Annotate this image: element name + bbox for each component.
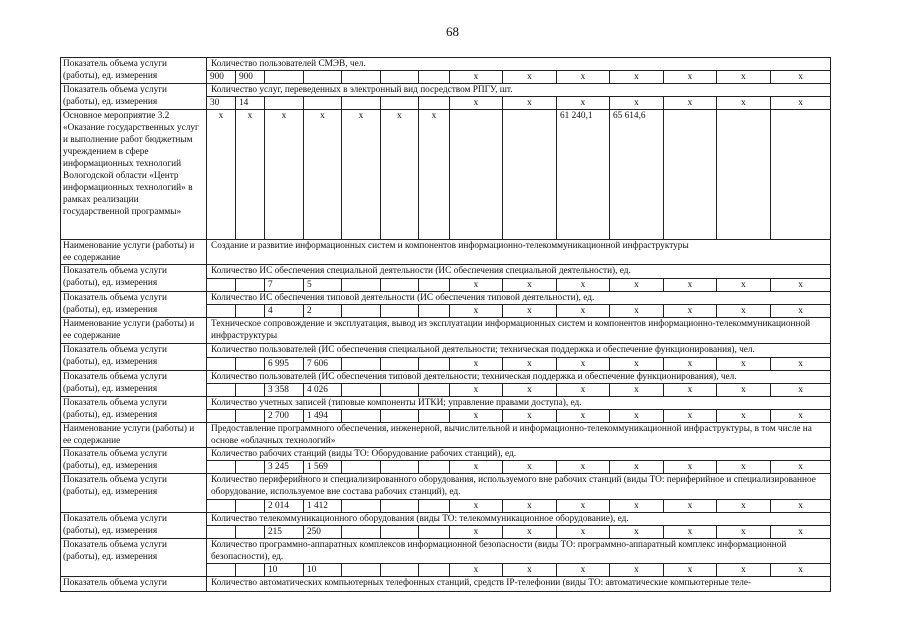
- value-cell: x: [610, 410, 664, 423]
- value-cell: [236, 305, 265, 318]
- value-cell: x: [450, 526, 503, 539]
- value-cell: x: [557, 384, 610, 397]
- value-cell: [503, 110, 557, 240]
- indicator-description: Количество периферийного и специализированного оборудования, используемого вне рабочих станций (виды ТО: периферийное и специализированное оборудование, используемое вне состава рабочих станций), ед.: [207, 474, 831, 500]
- value-cell: x: [717, 97, 771, 110]
- value-cell: 14: [236, 97, 265, 110]
- value-cell: x: [450, 305, 503, 318]
- value-cell: x: [664, 305, 717, 318]
- value-cell: x: [610, 305, 664, 318]
- value-cell: 10: [304, 564, 342, 577]
- value-cell: [236, 384, 265, 397]
- row-label: Показатель объема услуги (работы), ед. измерения: [61, 474, 207, 513]
- value-cell: [664, 110, 717, 240]
- value-cell: [419, 461, 450, 474]
- value-cell: x: [557, 564, 610, 577]
- value-cell: [381, 526, 419, 539]
- value-cell: x: [265, 110, 304, 240]
- value-cell: 1 494: [304, 410, 342, 423]
- value-cell: x: [771, 279, 831, 292]
- value-cell: x: [503, 526, 557, 539]
- value-cell: x: [610, 500, 664, 513]
- value-cell: 250: [304, 526, 342, 539]
- value-cell: [265, 71, 304, 84]
- row-label: Показатель объема услуги (работы), ед. измерения: [61, 448, 207, 474]
- value-cell: 10: [265, 564, 304, 577]
- value-cell: x: [557, 97, 610, 110]
- value-cell: [419, 410, 450, 423]
- value-cell: [342, 461, 381, 474]
- service-description: Количество автоматических компьютерных телефонных станций, средств IP-телефонии (виды ТО: автоматические компьютерные теле-: [207, 577, 831, 592]
- value-cell: x: [771, 526, 831, 539]
- value-cell: [381, 410, 419, 423]
- value-cell: x: [771, 358, 831, 371]
- value-cell: x: [503, 461, 557, 474]
- indicator-description: Количество рабочих станций (виды ТО: Оборудование рабочих станций), ед.: [207, 448, 831, 461]
- value-cell: x: [450, 279, 503, 292]
- row-label: Показатель объема услуги: [61, 577, 207, 592]
- indicator-description: Количество программно-аппаратных комплексов информационной безопасности (виды ТО: программно-аппаратный комплекс информационной безопасности), ед.: [207, 539, 831, 564]
- value-cell: [419, 97, 450, 110]
- value-cell: x: [664, 384, 717, 397]
- value-cell: x: [717, 564, 771, 577]
- value-cell: [342, 384, 381, 397]
- value-cell: x: [664, 71, 717, 84]
- value-cell: x: [664, 358, 717, 371]
- value-cell: 1 412: [304, 500, 342, 513]
- value-cell: x: [503, 97, 557, 110]
- row-label: Показатель объема услуги (работы), ед. измерения: [61, 292, 207, 318]
- value-cell: x: [207, 110, 236, 240]
- value-cell: x: [717, 500, 771, 513]
- row-label: Наименование услуги (работы) и ее содержание: [61, 423, 207, 448]
- value-cell: 900: [207, 71, 236, 84]
- value-cell: 30: [207, 97, 236, 110]
- value-cell: x: [342, 110, 381, 240]
- value-cell: x: [717, 384, 771, 397]
- value-cell: x: [610, 526, 664, 539]
- value-cell: [342, 279, 381, 292]
- value-cell: x: [450, 71, 503, 84]
- value-cell: [381, 358, 419, 371]
- value-cell: 3 358: [265, 384, 304, 397]
- value-cell: x: [717, 358, 771, 371]
- value-cell: x: [450, 97, 503, 110]
- value-cell: [381, 279, 419, 292]
- value-cell: [419, 71, 450, 84]
- value-cell: 5: [304, 279, 342, 292]
- value-cell: x: [503, 71, 557, 84]
- value-cell: [450, 110, 503, 240]
- value-cell: 65 614,6: [610, 110, 664, 240]
- row-label: Показатель объема услуги (работы), ед. измерения: [61, 84, 207, 110]
- value-cell: x: [717, 461, 771, 474]
- value-cell: x: [381, 110, 419, 240]
- value-cell: x: [304, 110, 342, 240]
- value-cell: x: [771, 500, 831, 513]
- value-cell: x: [664, 410, 717, 423]
- value-cell: [342, 97, 381, 110]
- value-cell: x: [771, 564, 831, 577]
- value-cell: 7: [265, 279, 304, 292]
- row-label: Наименование услуги (работы) и ее содержание: [61, 318, 207, 344]
- value-cell: 4 026: [304, 384, 342, 397]
- value-cell: 3 245: [265, 461, 304, 474]
- indicator-description: Количество ИС обеспечения специальной деятельности (ИС обеспечения специальной деятельности), ед.: [207, 265, 831, 279]
- value-cell: x: [450, 384, 503, 397]
- value-cell: x: [664, 500, 717, 513]
- row-label: Показатель объема услуги (работы), ед. измерения: [61, 371, 207, 397]
- value-cell: x: [557, 305, 610, 318]
- value-cell: x: [664, 97, 717, 110]
- value-cell: [207, 410, 236, 423]
- value-cell: x: [557, 410, 610, 423]
- value-cell: 4: [265, 305, 304, 318]
- value-cell: [419, 358, 450, 371]
- value-cell: [207, 461, 236, 474]
- value-cell: x: [717, 279, 771, 292]
- value-cell: x: [771, 97, 831, 110]
- value-cell: [381, 461, 419, 474]
- row-label: Показатель объема услуги (работы), ед. измерения: [61, 58, 207, 84]
- row-label: Наименование услуги (работы) и ее содержание: [61, 240, 207, 265]
- indicator-description: Количество учетных записей (типовые компоненты ИТКИ; управление правами доступа), ед.: [207, 397, 831, 410]
- value-cell: x: [557, 279, 610, 292]
- value-cell: x: [717, 526, 771, 539]
- value-cell: [342, 358, 381, 371]
- value-cell: 2: [304, 305, 342, 318]
- value-cell: x: [717, 305, 771, 318]
- value-cell: [236, 358, 265, 371]
- value-cell: [381, 71, 419, 84]
- value-cell: [304, 71, 342, 84]
- activity-label: Основное мероприятие 3.2 «Оказание государственных услуг и выполнение работ бюджетным учреждением в сфере информационных технологий Вологодской области «Центр информационных технологий» в рамках реализации государственной программы»: [61, 110, 207, 240]
- value-cell: x: [610, 97, 664, 110]
- indicator-description: Количество услуг, переведенных в электронный вид посредством РПГУ, шт.: [207, 84, 831, 97]
- value-cell: x: [450, 358, 503, 371]
- value-cell: [236, 279, 265, 292]
- row-label: Показатель объема услуги (работы), ед. измерения: [61, 397, 207, 423]
- value-cell: [419, 279, 450, 292]
- value-cell: [236, 410, 265, 423]
- value-cell: [381, 500, 419, 513]
- row-label: Показатель объема услуги (работы), ед. измерения: [61, 344, 207, 371]
- value-cell: x: [450, 461, 503, 474]
- value-cell: [236, 500, 265, 513]
- value-cell: 2 014: [265, 500, 304, 513]
- indicator-description: Количество пользователей (ИС обеспечения типовой деятельности; техническая поддержка и обеспечение функционирования), чел.: [207, 371, 831, 384]
- value-cell: x: [503, 384, 557, 397]
- value-cell: [304, 97, 342, 110]
- value-cell: 7 606: [304, 358, 342, 371]
- value-cell: x: [503, 500, 557, 513]
- row-label: Показатель объема услуги (работы), ед. измерения: [61, 265, 207, 292]
- value-cell: x: [771, 461, 831, 474]
- value-cell: [207, 384, 236, 397]
- value-cell: x: [610, 384, 664, 397]
- value-cell: x: [503, 279, 557, 292]
- indicator-description: Количество телекоммуникационного оборудования (виды ТО: телекоммуникационное оборудование), ед.: [207, 513, 831, 526]
- value-cell: x: [503, 410, 557, 423]
- indicator-description: Количество пользователей СМЭВ, чел.: [207, 58, 831, 71]
- value-cell: x: [557, 358, 610, 371]
- service-description: Техническое сопровождение и эксплуатация, вывод из эксплуатации информационных систем и компонентов информационно-телекоммуникационной инфраструктуры: [207, 318, 831, 344]
- value-cell: [342, 526, 381, 539]
- value-cell: x: [503, 564, 557, 577]
- value-cell: x: [450, 564, 503, 577]
- value-cell: x: [717, 71, 771, 84]
- value-cell: x: [771, 71, 831, 84]
- value-cell: [236, 564, 265, 577]
- value-cell: x: [771, 384, 831, 397]
- value-cell: x: [610, 71, 664, 84]
- value-cell: x: [771, 305, 831, 318]
- value-cell: [381, 305, 419, 318]
- value-cell: x: [557, 461, 610, 474]
- value-cell: x: [557, 526, 610, 539]
- value-cell: x: [610, 461, 664, 474]
- row-label: Показатель объема услуги (работы), ед. измерения: [61, 539, 207, 577]
- value-cell: [207, 305, 236, 318]
- value-cell: [342, 410, 381, 423]
- value-cell: [771, 110, 831, 240]
- value-cell: x: [450, 500, 503, 513]
- value-cell: 61 240,1: [557, 110, 610, 240]
- value-cell: 6 995: [265, 358, 304, 371]
- value-cell: x: [610, 358, 664, 371]
- value-cell: [236, 526, 265, 539]
- value-cell: [342, 305, 381, 318]
- value-cell: [207, 358, 236, 371]
- value-cell: x: [503, 358, 557, 371]
- value-cell: 2 700: [265, 410, 304, 423]
- value-cell: [207, 279, 236, 292]
- service-description: Предоставление программного обеспечения, инженерной, вычислительной и информационно-телекоммуникационной инфраструктуры, в том числе на основе «облачных технологий»: [207, 423, 831, 448]
- program-table: [60, 57, 831, 592]
- value-cell: [717, 110, 771, 240]
- value-cell: x: [664, 279, 717, 292]
- value-cell: 900: [236, 71, 265, 84]
- value-cell: [381, 384, 419, 397]
- value-cell: [342, 500, 381, 513]
- value-cell: [207, 500, 236, 513]
- value-cell: 215: [265, 526, 304, 539]
- value-cell: x: [503, 305, 557, 318]
- value-cell: x: [771, 410, 831, 423]
- value-cell: [265, 97, 304, 110]
- value-cell: [207, 526, 236, 539]
- page-number: 68: [446, 24, 459, 39]
- value-cell: [342, 71, 381, 84]
- value-cell: [207, 564, 236, 577]
- value-cell: x: [557, 71, 610, 84]
- value-cell: [236, 461, 265, 474]
- value-cell: [342, 564, 381, 577]
- value-cell: [419, 564, 450, 577]
- value-cell: x: [664, 564, 717, 577]
- value-cell: [419, 305, 450, 318]
- value-cell: x: [610, 279, 664, 292]
- value-cell: x: [664, 526, 717, 539]
- value-cell: x: [450, 410, 503, 423]
- value-cell: x: [557, 500, 610, 513]
- indicator-description: Количество ИС обеспечения типовой деятельности (ИС обеспечения типовой деятельности), ед.: [207, 292, 831, 305]
- value-cell: [419, 526, 450, 539]
- value-cell: [419, 500, 450, 513]
- value-cell: [419, 384, 450, 397]
- row-label: Показатель объема услуги (работы), ед. измерения: [61, 513, 207, 539]
- value-cell: 1 569: [304, 461, 342, 474]
- indicator-description: Количество пользователей (ИС обеспечения специальной деятельности; техническая поддержка и обеспечение функционирования), чел.: [207, 344, 831, 358]
- service-description: Создание и развитие информационных систем и компонентов информационно-телекоммуникационной инфраструктуры: [207, 240, 831, 265]
- value-cell: [381, 97, 419, 110]
- value-cell: x: [419, 110, 450, 240]
- value-cell: x: [236, 110, 265, 240]
- value-cell: [381, 564, 419, 577]
- value-cell: x: [717, 410, 771, 423]
- value-cell: x: [610, 564, 664, 577]
- value-cell: x: [664, 461, 717, 474]
